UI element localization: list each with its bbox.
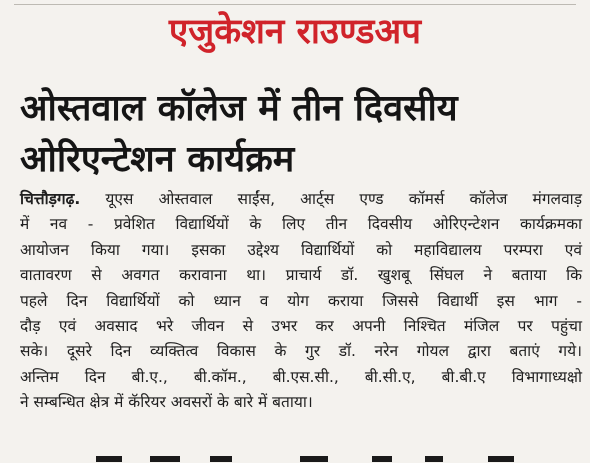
cropped-glyph <box>150 456 180 462</box>
cropped-glyph <box>425 456 443 462</box>
article-line: अन्तिम दिन बी.ए., बी.कॉम., बी.एस.सी., बी.सी.ए, बी.बी.ए विभागाध्यक्षो <box>20 367 582 386</box>
article-body <box>20 187 582 416</box>
cropped-glyph <box>96 456 122 462</box>
article-line: में नव - प्रवेशित विद्यार्थियों के लिए तीन दिवसीय ओरिएन्टेशन कार्यक्रमका <box>20 215 582 234</box>
headline-line-1: ओस्तवाल कॉलेज में तीन दिवसीय <box>20 88 458 129</box>
cropped-glyph <box>372 456 392 462</box>
headline-line-2: ओरिएन्टेशन कार्यक्रम <box>20 139 295 180</box>
article-line: आयोजन किया गया। इसका उद्देश्य विद्यार्थियों को महाविद्यालय परम्परा एवं <box>20 240 582 259</box>
cropped-glyph <box>210 456 232 462</box>
cropped-next-headline <box>0 448 590 463</box>
top-rule <box>14 4 576 5</box>
section-label: एजुकेशन राउण्डअप <box>168 12 422 52</box>
article-line: दौड़ एवं अवसाद भरे जीवन से उभर कर अपनी निश्चित मंजिल पर पहुंचा <box>20 317 582 336</box>
article-line: वातावरण से अवगत करावाना था। प्राचार्य डॉ. खुशबू सिंघल ने बताया कि <box>20 266 582 285</box>
article-line: पहले दिन विद्यार्थियों को ध्यान व योग कराया जिससे विद्यार्थी इस भाग - <box>20 291 582 310</box>
dateline: चित्तौड़गढ़. <box>20 190 81 208</box>
cropped-glyph <box>488 456 514 462</box>
article-line <box>20 187 582 212</box>
article-line: सके। दूसरे दिन व्यक्तित्व विकास के गुर डॉ. नरेन गोयल द्वारा बताएं गये। <box>20 342 582 361</box>
article-line-text: यूएस ओस्तवाल साईंस, आर्ट्स एण्ड कॉमर्स कॉलेज मंगलवाड़ <box>80 190 582 208</box>
article-line: ने सम्बन्धित क्षेत्र में कॅरियर अवसरों के बारे में बताया। <box>20 393 313 412</box>
cropped-glyph <box>300 456 328 462</box>
